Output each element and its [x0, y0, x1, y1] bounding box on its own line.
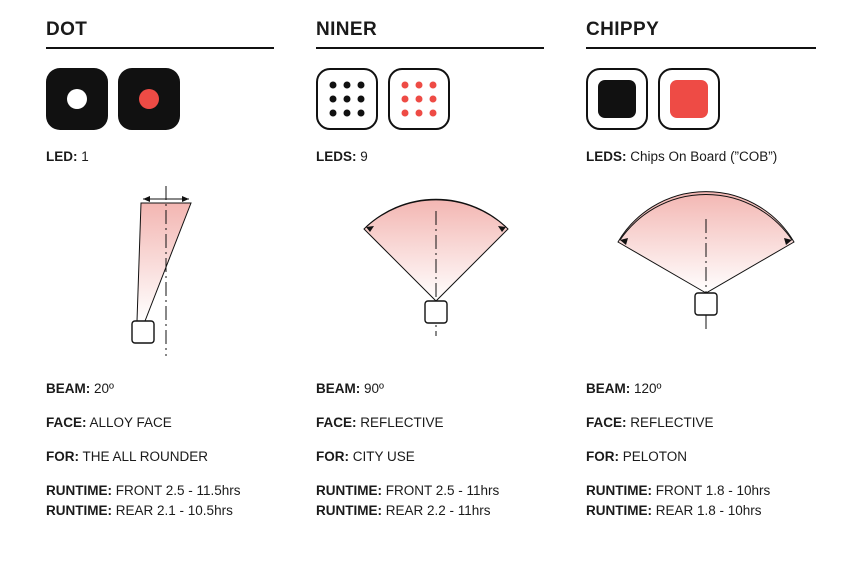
title-divider — [316, 47, 544, 49]
nine-dot-black-icon — [316, 68, 378, 130]
runtime-rear-value: REAR 2.2 - 11hrs — [385, 503, 491, 518]
for-value: THE ALL ROUNDER — [82, 449, 209, 464]
leds-label: LEDS: — [316, 149, 357, 164]
led-icon-row — [46, 67, 272, 131]
leds-value: Chips On Board (”COB”) — [630, 149, 778, 164]
runtime-front-spec — [46, 481, 272, 501]
face-spec — [316, 413, 544, 433]
runtime-front-value: FRONT 1.8 - 10hrs — [655, 483, 771, 498]
product-title: DOT — [46, 19, 88, 40]
beam-label: BEAM: — [46, 381, 91, 396]
runtime-rear-spec — [586, 501, 816, 521]
spec-block — [46, 379, 272, 467]
runtime-block — [316, 481, 544, 521]
runtime-block — [46, 481, 272, 521]
product-title: CHIPPY — [586, 19, 660, 40]
led-icon-row — [586, 67, 816, 131]
leds-spec — [46, 147, 272, 167]
leds-value: 9 — [360, 149, 368, 164]
for-label: FOR: — [46, 449, 79, 464]
title-divider — [46, 47, 274, 49]
product-title: NINER — [316, 19, 378, 40]
led-dot — [139, 89, 159, 109]
beam-diagram-niner — [316, 171, 544, 377]
face-value: ALLOY FACE — [89, 415, 172, 430]
led-dot-grid — [402, 82, 437, 117]
for-value: CITY USE — [352, 449, 415, 464]
beam-value: 120º — [634, 381, 662, 396]
runtime-front-value: FRONT 2.5 - 11hrs — [385, 483, 500, 498]
face-spec — [46, 413, 272, 433]
face-spec — [586, 413, 816, 433]
beam-diagram-dot — [46, 171, 272, 377]
runtime-label: RUNTIME: — [46, 503, 112, 518]
beam-value: 90º — [364, 381, 384, 396]
nine-dot-red-icon — [388, 68, 450, 130]
beam-svg — [316, 171, 556, 377]
for-spec — [586, 447, 816, 467]
runtime-label: RUNTIME: — [316, 483, 382, 498]
title-divider — [586, 47, 816, 49]
for-label: FOR: — [316, 449, 349, 464]
beam-diagram-chippy — [586, 171, 816, 377]
runtime-label: RUNTIME: — [586, 503, 652, 518]
cob-panel — [670, 80, 708, 118]
face-label: FACE: — [586, 415, 627, 430]
for-value: PELOTON — [622, 449, 688, 464]
beam-value: 20º — [94, 381, 114, 396]
runtime-rear-value: REAR 1.8 - 10hrs — [655, 503, 762, 518]
for-spec — [316, 447, 544, 467]
beam-label: BEAM: — [316, 381, 361, 396]
runtime-front-value: FRONT 2.5 - 11.5hrs — [115, 483, 241, 498]
face-value: REFLECTIVE — [630, 415, 714, 430]
cob-black-icon — [586, 68, 648, 130]
runtime-label: RUNTIME: — [46, 483, 112, 498]
leds-spec — [316, 147, 544, 167]
single-dot-black-icon — [46, 68, 108, 130]
runtime-front-spec — [316, 481, 544, 501]
for-spec — [46, 447, 272, 467]
leds-spec — [586, 147, 816, 167]
cob-red-icon — [658, 68, 720, 130]
leds-label: LED: — [46, 149, 78, 164]
product-column-dot — [0, 18, 272, 521]
spec-block — [586, 379, 816, 467]
leds-label: LEDS: — [586, 149, 627, 164]
face-value: REFLECTIVE — [360, 415, 444, 430]
beam-spec — [586, 379, 816, 399]
face-label: FACE: — [46, 415, 87, 430]
beam-spec — [316, 379, 544, 399]
leds-value: 1 — [81, 149, 89, 164]
single-dot-red-icon — [118, 68, 180, 130]
runtime-rear-value: REAR 2.1 - 10.5hrs — [115, 503, 233, 518]
led-dot — [67, 89, 87, 109]
cob-panel — [598, 80, 636, 118]
for-label: FOR: — [586, 449, 619, 464]
runtime-label: RUNTIME: — [586, 483, 652, 498]
runtime-front-spec — [586, 481, 816, 501]
led-dot-grid — [330, 82, 365, 117]
beam-spec — [46, 379, 272, 399]
spec-block — [316, 379, 544, 467]
runtime-rear-spec — [316, 501, 544, 521]
beam-svg — [586, 171, 836, 377]
product-column-chippy — [544, 18, 816, 521]
beam-svg — [46, 171, 286, 377]
runtime-block — [586, 481, 816, 521]
led-icon-row — [316, 67, 544, 131]
face-label: FACE: — [316, 415, 357, 430]
beam-label: BEAM: — [586, 381, 631, 396]
runtime-label: RUNTIME: — [316, 503, 382, 518]
runtime-rear-spec — [46, 501, 272, 521]
product-column-niner — [272, 18, 544, 521]
